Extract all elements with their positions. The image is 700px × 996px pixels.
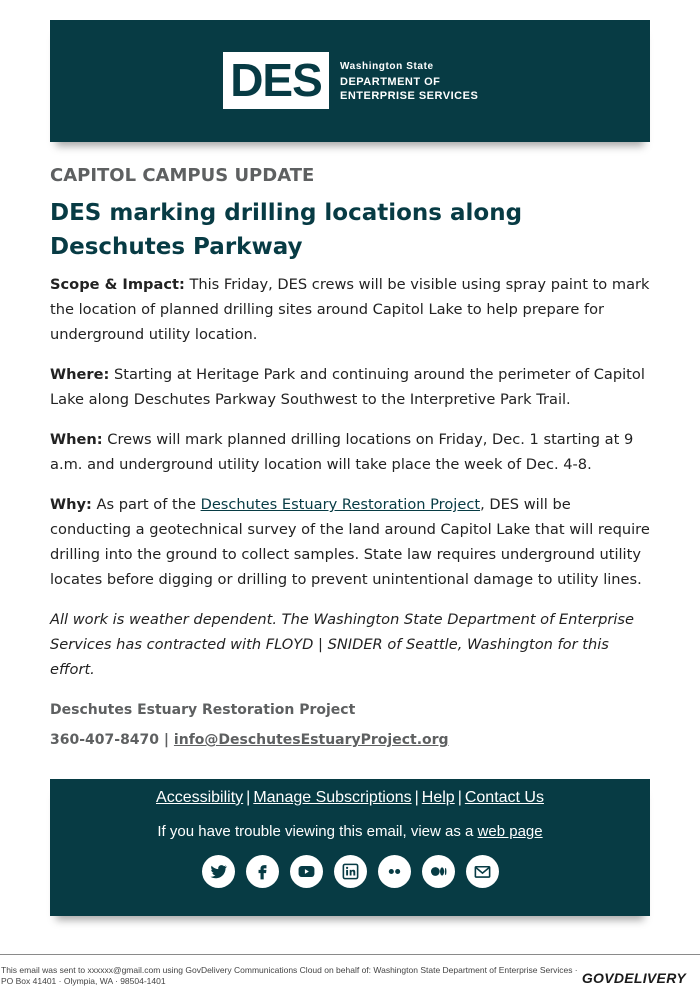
link-separator: | <box>414 789 419 806</box>
footer-links <box>50 789 650 807</box>
article-body <box>50 272 650 697</box>
scope-text: This Friday, DES crews will be visible using spray paint to mark the location of planned drilling sites around Capitol Lake to help prepare for underground utility location. <box>50 276 650 343</box>
linkedin-icon[interactable] <box>334 855 367 888</box>
scope-paragraph <box>50 272 650 347</box>
contact-org: Deschutes Estuary Restoration Project <box>50 702 356 718</box>
sent-to-notice: This email was sent to xxxxxx@gmail.com using GovDelivery Communications Cloud on behalf of: Washington State Department of Enterprise Services · PO Box 41401 · Olympia, WA · 98504-1401 <box>1 965 578 986</box>
govdelivery-logo[interactable]: GOVDELIVERY <box>581 970 686 986</box>
when-paragraph <box>50 427 650 477</box>
where-paragraph <box>50 362 650 412</box>
bottom-bar <box>0 954 700 996</box>
kicker: CAPITOL CAMPUS UPDATE <box>50 165 315 186</box>
flickr-icon[interactable] <box>378 855 411 888</box>
twitter-icon[interactable] <box>202 855 235 888</box>
footer <box>50 779 650 916</box>
deschutes-project-link[interactable]: Deschutes Estuary Restoration Project <box>200 496 481 513</box>
view-as-webpage <box>50 823 650 840</box>
where-text: Starting at Heritage Park and continuing around the perimeter of Capitol Lake along Deschutes Parkway Southwest to the Interpretive Park Trail. <box>50 366 645 408</box>
weather-note: All work is weather dependent. The Washington State Department of Enterprise Services has contracted with FLOYD | SNIDER of Seattle, Washington for this effort. <box>50 611 634 678</box>
org-line-2: DEPARTMENT OF <box>340 76 441 88</box>
org-line-3: ENTERPRISE SERVICES <box>340 90 479 102</box>
org-line-1: Washington State <box>340 61 434 72</box>
when-label: When: <box>50 431 103 448</box>
manage-subscriptions-link[interactable]: Manage Subscriptions <box>253 789 412 806</box>
why-paragraph <box>50 492 650 592</box>
des-logo[interactable]: DES <box>223 52 329 109</box>
why-text-before: As part of the <box>91 496 201 513</box>
contact-separator: | <box>163 732 170 748</box>
scope-label: Scope & Impact: <box>50 276 185 293</box>
org-name <box>340 60 478 103</box>
contact-line <box>50 732 449 748</box>
contact-us-link[interactable]: Contact Us <box>464 789 544 806</box>
medium-icon[interactable] <box>422 855 455 888</box>
accessibility-link[interactable]: Accessibility <box>156 789 244 806</box>
where-label: Where: <box>50 366 110 383</box>
why-text-after: , DES will be conducting a geotechnical survey of the land around Capitol Lake that will require drilling into the ground to collect samples. State law requires underground utility locates before digging or drilling to prevent unintentional damage to utility lines. <box>50 496 650 588</box>
why-label: Why: <box>50 496 92 513</box>
email-icon[interactable] <box>466 855 499 888</box>
view-text: If you have trouble viewing this email, view as a <box>157 823 478 840</box>
facebook-icon[interactable] <box>246 855 279 888</box>
social-icons <box>50 855 650 888</box>
email-container <box>50 20 650 840</box>
header-banner <box>50 20 650 142</box>
contact-phone[interactable]: 360-407-8470 <box>50 732 160 748</box>
contact-email-link[interactable]: info@DeschutesEstuaryProject.org <box>173 732 449 748</box>
youtube-icon[interactable] <box>290 855 323 888</box>
help-link[interactable]: Help <box>421 789 455 806</box>
link-separator: | <box>457 789 462 806</box>
page-title: DES marking drilling locations along Deschutes Parkway <box>50 200 523 260</box>
web-page-link[interactable]: web page <box>477 823 543 840</box>
when-text: Crews will mark planned drilling locations on Friday, Dec. 1 starting at 9 a.m. and underground utility location will take place the week of Dec. 4-8. <box>50 431 634 473</box>
link-separator: | <box>246 789 251 806</box>
